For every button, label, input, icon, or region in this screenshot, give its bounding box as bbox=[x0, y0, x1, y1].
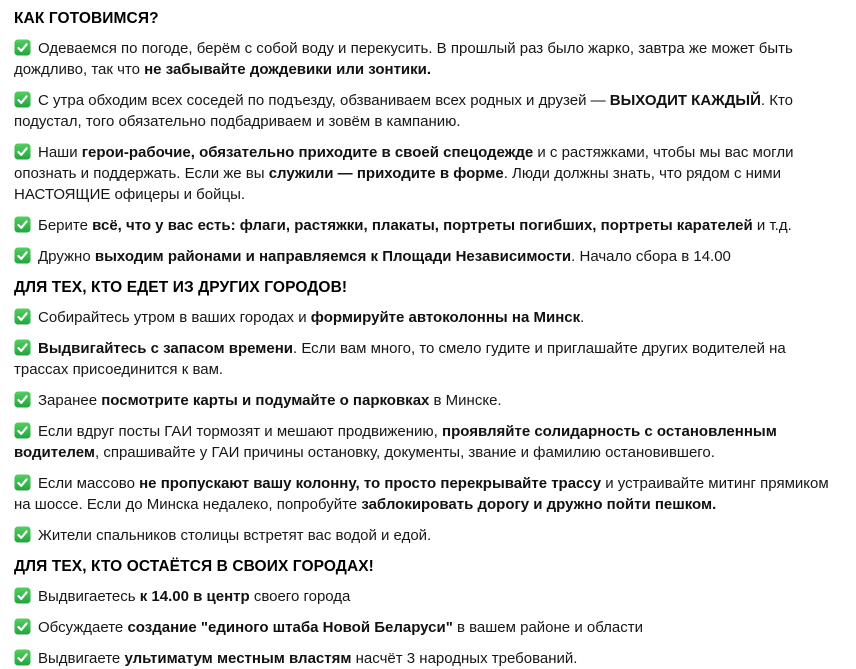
bold-text-segment: всё, что у вас есть: флаги, растяжки, плакаты, портреты погибших, портреты карателей bbox=[92, 217, 753, 234]
text-segment: и т.д. bbox=[752, 217, 792, 234]
text-segment: Обсуждаете bbox=[38, 619, 128, 636]
text-segment: . bbox=[580, 309, 585, 326]
checklist-item bbox=[14, 90, 844, 132]
checklist-item bbox=[14, 38, 844, 80]
checklist-item bbox=[14, 648, 844, 669]
text-segment: и устраивайте митинг прямиком на шоссе. Если до Минска недалеко, попробуйте bbox=[14, 475, 829, 513]
text-segment: насчёт 3 народных требований. bbox=[351, 650, 578, 667]
bold-text-segment: не пропускают вашу колонну, то просто перекрывайте трассу bbox=[139, 475, 602, 492]
text-segment: и с растяжками, чтобы мы вас могли опознать и поддержать. Если же вы bbox=[14, 144, 794, 182]
check-icon bbox=[14, 339, 31, 356]
check-icon bbox=[14, 526, 31, 543]
checklist-item bbox=[14, 215, 844, 236]
text-segment: Жители спальников столицы встретят вас водой и едой. bbox=[38, 527, 432, 544]
text-segment: Если массово bbox=[38, 475, 140, 492]
text-segment: Собирайтесь утром в ваших городах и bbox=[38, 309, 311, 326]
text-segment: в Минске. bbox=[429, 392, 502, 409]
check-icon bbox=[14, 247, 31, 264]
bold-text-segment: не забывайте дождевики или зонтики. bbox=[144, 61, 432, 78]
bold-text-segment: герои-рабочие, обязательно приходите в своей спецодежде bbox=[81, 144, 534, 161]
checklist-item bbox=[14, 390, 844, 411]
text-segment: своего города bbox=[249, 588, 351, 605]
text-segment: Дружно bbox=[38, 248, 95, 265]
check-icon bbox=[14, 91, 31, 108]
bold-text-segment: ультиматум местным властям bbox=[124, 650, 352, 667]
text-segment: . Кто подустал, того обязательно подбадриваем и зовём в кампанию. bbox=[14, 92, 794, 130]
bold-text-segment: формируйте автоколонны на Минск bbox=[310, 309, 581, 326]
text-segment: Наши bbox=[38, 144, 82, 161]
bold-text-segment: посмотрите карты и подумайте о парковках bbox=[101, 392, 430, 409]
text-segment: Одеваемся по погоде, берём с собой воду и перекусить. В прошлый раз было жарко, завтра же может быть дождливо, так что bbox=[14, 40, 793, 78]
check-icon bbox=[14, 422, 31, 439]
text-segment: , спрашивайте у ГАИ причины остановку, документы, звание и фамилию остановившего. bbox=[95, 444, 715, 461]
section-heading: КАК ГОТОВИМСЯ? bbox=[14, 10, 159, 27]
text-segment: . Начало сбора в 14.00 bbox=[571, 248, 731, 265]
checklist-item bbox=[14, 142, 844, 205]
section-heading: ДЛЯ ТЕХ, КТО ЕДЕТ ИЗ ДРУГИХ ГОРОДОВ! bbox=[14, 279, 348, 296]
bold-text-segment: Выдвигайтесь с запасом времени bbox=[38, 340, 293, 357]
text-segment: . Люди должны знать, что рядом с ними НАСТОЯЩИЕ офицеры и бойцы. bbox=[14, 165, 781, 203]
check-icon bbox=[14, 308, 31, 325]
text-segment: в вашем районе и области bbox=[452, 619, 643, 636]
text-segment: . Если вам много, то смело гудите и приглашайте других водителей на трассах присоединится к вам. bbox=[14, 340, 786, 378]
check-icon bbox=[14, 39, 31, 56]
checklist-item bbox=[14, 421, 844, 463]
check-icon bbox=[14, 474, 31, 491]
check-icon bbox=[14, 143, 31, 160]
bold-text-segment: служили — приходите в форме bbox=[268, 165, 504, 182]
section-heading: ДЛЯ ТЕХ, КТО ОСТАЁТСЯ В СВОИХ ГОРОДАХ! bbox=[14, 558, 374, 575]
text-segment: Выдвигаетесь bbox=[38, 588, 140, 605]
bold-text-segment: создание "единого штаба Новой Беларуси" bbox=[127, 619, 453, 636]
text-segment: Заранее bbox=[38, 392, 102, 409]
text-segment: С утра обходим всех соседей по подъезду, обзваниваем всех родных и друзей — bbox=[38, 92, 610, 109]
check-icon bbox=[14, 391, 31, 408]
text-segment: Если вдруг посты ГАИ тормозят и мешают продвижению, bbox=[38, 423, 443, 440]
checklist-item bbox=[14, 307, 844, 328]
checklist-item bbox=[14, 473, 844, 515]
checklist-item bbox=[14, 525, 844, 546]
check-icon bbox=[14, 618, 31, 635]
checklist-item bbox=[14, 338, 844, 380]
checklist-item bbox=[14, 246, 844, 267]
article bbox=[14, 8, 844, 669]
text-segment: Выдвигаете bbox=[38, 650, 125, 667]
bold-text-segment: ВЫХОДИТ КАЖДЫЙ bbox=[609, 92, 761, 109]
checklist-item bbox=[14, 586, 844, 607]
bold-text-segment: к 14.00 в центр bbox=[139, 588, 250, 605]
checklist-item bbox=[14, 617, 844, 638]
bold-text-segment: заблокировать дорогу и дружно пойти пешком. bbox=[361, 496, 717, 513]
check-icon bbox=[14, 649, 31, 666]
check-icon bbox=[14, 216, 31, 233]
text-segment: Берите bbox=[38, 217, 93, 234]
bold-text-segment: выходим районами и направляемся к Площади Независимости bbox=[94, 248, 572, 265]
check-icon bbox=[14, 587, 31, 604]
bold-text-segment: проявляйте солидарность с остановленным водителем bbox=[14, 423, 777, 461]
